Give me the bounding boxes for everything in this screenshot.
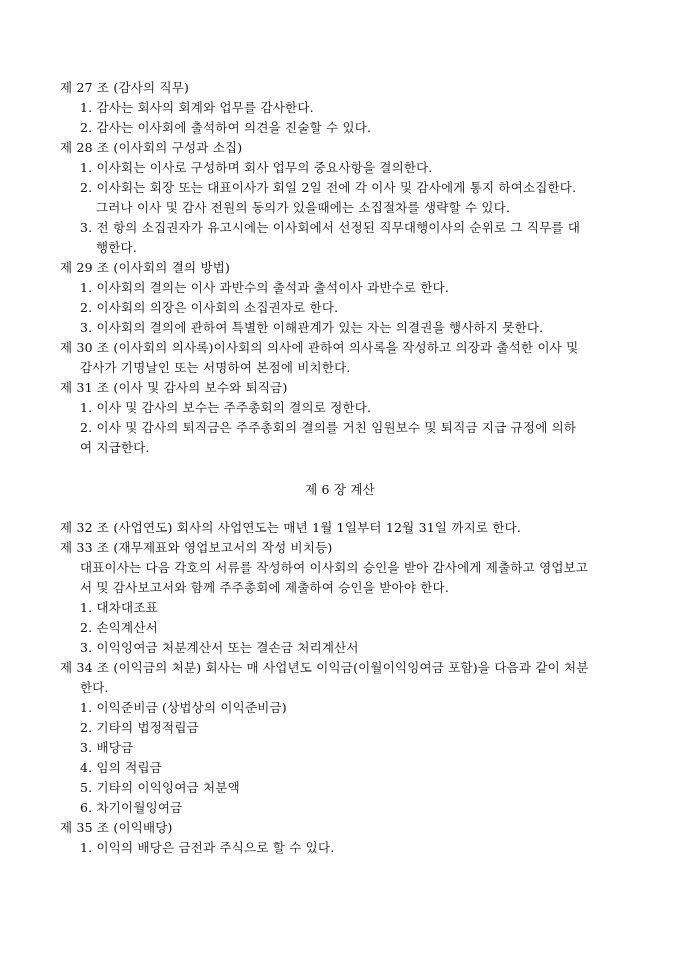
article-35-item-1: 1. 이익의 배당은 금전과 주식으로 할 수 있다. [80,840,335,855]
article-34-continued: 한다. [80,680,109,695]
article-28-item-2-continued: 그러나 이사 및 감사 전원의 동의가 있을때에는 소집절차를 생략할 수 있다. [96,200,511,215]
article-32-heading: 제 32 조 (사업연도) 회사의 사업연도는 매년 1월 1일부터 12월 31일 까지로 한다. [60,520,522,535]
article-29-heading: 제 29 조 (이사회의 결의 방법) [60,260,231,275]
article-27-item-1: 1. 감사는 회사의 회계와 업무를 감사한다. [80,100,314,115]
article-34-item-1: 1. 이익준비금 (상법상의 이익준비금) [80,700,287,715]
article-33-paragraph-1: 대표이사는 다음 각호의 서류를 작성하여 이사회의 승인을 받아 감사에게 제출하고 영업보고 [80,560,589,575]
article-33-item-2: 2. 손익계산서 [80,620,158,635]
article-31-heading: 제 31 조 (이사 및 감사의 보수와 퇴직금) [60,380,288,395]
article-34-heading: 제 34 조 (이익금의 처분) 회사는 매 사업년도 이익금(이월이익잉여금 포함)을 다음과 같이 처분 [60,660,589,675]
article-33-paragraph-2: 서 및 감사보고서와 함께 주주총회에 제출하여 승인을 받아야 한다. [80,580,449,595]
article-28-item-2: 2. 이사회는 회장 또는 대표이사가 회일 2일 전에 각 이사 및 감사에게 통지 하여소집한다. [80,180,577,195]
article-34-item-2: 2. 기타의 법정적립금 [80,720,199,735]
article-31-item-2-continued: 여 지급한다. [80,440,150,455]
article-33-item-1: 1. 대차대조표 [80,600,158,615]
article-28-heading: 제 28 조 (이사회의 구성과 소집) [60,140,243,155]
article-29-item-2: 2. 이사회의 의장은 이사회의 소집권자로 한다. [80,300,339,315]
article-29-item-3: 3. 이사회의 결의에 관하여 특별한 이해관계가 있는 자는 의결권을 행사하지 못한다. [80,320,544,335]
article-34-item-5: 5. 기타의 이익잉여금 처분액 [80,780,240,795]
article-34-item-6: 6. 차기이월잉여금 [80,800,183,815]
chapter-6-heading: 제 6 장 계산 [305,482,375,497]
article-28-item-1: 1. 이사회는 이사로 구성하며 회사 업무의 중요사항을 결의한다. [80,160,433,175]
article-31-item-2: 2. 이사 및 감사의 퇴직금은 주주총회의 결의를 거친 임원보수 및 퇴직금 지급 규정에 의하 [80,420,577,435]
article-33-heading: 제 33 조 (재무제표와 영업보고서의 작성 비치등) [60,540,333,555]
article-33-item-3: 3. 이익잉여금 처분계산서 또는 결손금 처리계산서 [80,640,359,655]
article-27-item-2: 2. 감사는 이사회에 출석하여 의견을 진술할 수 있다. [80,120,372,135]
article-30-continued: 감사가 기명날인 또는 서명하여 본점에 비치한다. [80,360,351,375]
article-34-item-4: 4. 임의 적립금 [80,760,163,775]
article-27-heading: 제 27 조 (감사의 직무) [60,80,190,95]
article-30-heading: 제 30 조 (이사회의 의사록)이사회의 의사에 관하여 의사록을 작성하고 의장과 출석한 이사 및 [60,340,579,355]
article-29-item-1: 1. 이사회의 결의는 이사 과반수의 출석과 출석이사 과반수로 한다. [80,280,450,295]
article-35-heading: 제 35 조 (이익배당) [60,820,173,835]
article-28-item-3: 3. 전 항의 소집권자가 유고시에는 이사회에서 선정된 직무대행이사의 순위로 그 직무를 대 [80,220,581,235]
article-28-item-3-continued: 행한다. [96,240,137,255]
article-34-item-3: 3. 배당금 [80,740,134,755]
article-31-item-1: 1. 이사 및 감사의 보수는 주주총회의 결의로 정한다. [80,400,372,415]
